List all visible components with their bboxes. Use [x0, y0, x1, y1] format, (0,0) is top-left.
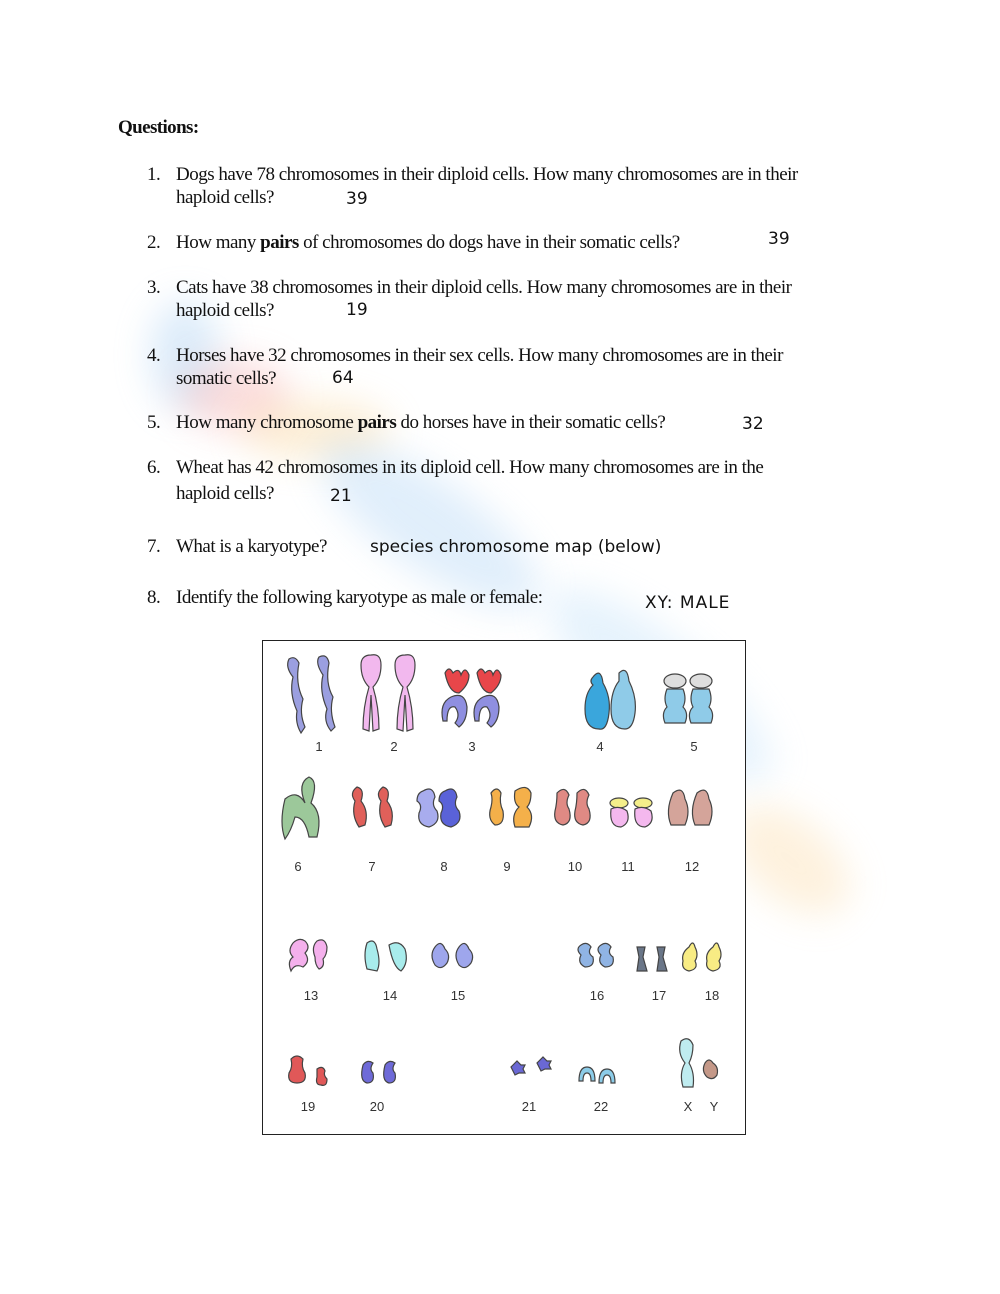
chromosome-pair-4 [585, 670, 635, 729]
chromosome-pair-7 [352, 787, 392, 827]
question-text-cont: haploid cells? [176, 483, 274, 504]
text-segment: How many [176, 232, 261, 253]
emphasis-pairs: pairs [260, 232, 299, 253]
chromosome-pair-13 [289, 939, 327, 971]
question-text-cont: haploid cells? [176, 300, 274, 321]
karyotype-figure [262, 640, 746, 1135]
chromosome-label: 15 [450, 988, 466, 1003]
chromosome-pair-15 [432, 943, 473, 967]
chromosome-label: 5 [690, 739, 698, 754]
chromosome-pair-22 [579, 1067, 615, 1083]
question-number: 1. [147, 164, 161, 185]
chromosome-label: 17 [651, 988, 667, 1003]
question-number: 4. [147, 345, 161, 366]
chromosome-diagram [263, 641, 745, 1134]
chromosome-label: 1 [315, 739, 323, 754]
question-text-cont: haploid cells? [176, 187, 274, 208]
chromosome-label: 11 [621, 859, 635, 874]
chromosome-label: 14 [382, 988, 398, 1003]
chromosome-pair-8 [417, 789, 460, 827]
answer-2[interactable]: 39 [768, 229, 790, 249]
question-text: Dogs have 78 chromosomes in their diploid cells. How many chromosomes are in their [176, 164, 798, 185]
chromosome-pair-20 [362, 1061, 396, 1083]
sex-chromosome-x [680, 1039, 694, 1087]
answer-8[interactable]: XY: MALE [645, 593, 731, 613]
chromosome-pair-6 [282, 777, 319, 839]
chromosome-label: 12 [684, 859, 700, 874]
chromosome-label: 20 [369, 1099, 385, 1114]
answer-4[interactable]: 64 [332, 368, 354, 388]
chromosome-pair-2 [361, 655, 415, 731]
chromosome-label: 9 [503, 859, 511, 874]
chromosome-pair-14 [365, 941, 406, 971]
chromosome-label: 3 [468, 739, 476, 754]
chromosome-label: 2 [390, 739, 398, 754]
question-number: 8. [147, 587, 161, 608]
emphasis-pairs: pairs [357, 412, 397, 433]
answer-6[interactable]: 21 [330, 486, 352, 506]
question-number: 5. [147, 412, 161, 433]
answer-5[interactable]: 32 [742, 414, 764, 434]
text-segment: do horses have in their somatic cells? [396, 412, 666, 433]
chromosome-pair-19 [289, 1056, 327, 1085]
chromosome-pair-9 [490, 787, 532, 827]
chromosome-label: 13 [303, 988, 319, 1003]
question-text: Identify the following karyotype as male or female: [176, 587, 543, 608]
chromosome-label: 4 [596, 739, 604, 754]
chromosome-pair-11 [610, 798, 652, 827]
text-segment: of chromosomes do dogs have in their somatic cells? [298, 232, 680, 253]
question-text: Cats have 38 chromosomes in their diploid cells. How many chromosomes are in their [176, 277, 792, 298]
chromosome-label: X [683, 1099, 693, 1114]
question-text: Wheat has 42 chromosomes in its diploid cell. How many chromosomes are in the [176, 457, 764, 478]
chromosome-label: 19 [300, 1099, 316, 1114]
question-text: Horses have 32 chromosomes in their sex cells. How many chromosomes are in their [176, 345, 783, 366]
chromosome-label: 22 [593, 1099, 609, 1114]
answer-1[interactable]: 39 [346, 189, 368, 209]
question-text [176, 411, 665, 434]
chromosome-pair-12 [668, 790, 712, 825]
question-number: 6. [147, 457, 161, 478]
chromosome-pair-10 [555, 789, 590, 825]
chromosome-pair-17 [637, 947, 667, 971]
chromosome-pair-21 [511, 1057, 551, 1075]
sex-chromosome-y [703, 1060, 717, 1079]
chromosome-pair-1 [288, 656, 335, 733]
chromosome-label: 10 [567, 859, 583, 874]
question-text [176, 231, 680, 254]
chromosome-label: 18 [704, 988, 720, 1003]
questions-heading: Questions: [118, 117, 199, 138]
chromosome-label: Y [709, 1099, 719, 1114]
chromosome-label: 7 [368, 859, 376, 874]
question-number: 7. [147, 536, 161, 557]
answer-7[interactable]: species chromosome map (below) [370, 537, 662, 557]
chromosome-label: 21 [521, 1099, 537, 1114]
chromosome-pair-16 [578, 943, 613, 967]
chromosome-pair-5 [663, 674, 712, 723]
question-text-cont: somatic cells? [176, 368, 277, 389]
chromosome-pair-3 [442, 669, 501, 727]
question-number: 2. [147, 232, 161, 253]
answer-3[interactable]: 19 [346, 300, 368, 320]
question-text: What is a karyotype? [176, 536, 327, 557]
chromosome-label: 6 [294, 859, 302, 874]
chromosome-pair-18 [683, 943, 721, 971]
chromosome-label: 8 [440, 859, 448, 874]
question-number: 3. [147, 277, 161, 298]
chromosome-label: 16 [589, 988, 605, 1003]
text-segment: How many chromosome [176, 412, 358, 433]
